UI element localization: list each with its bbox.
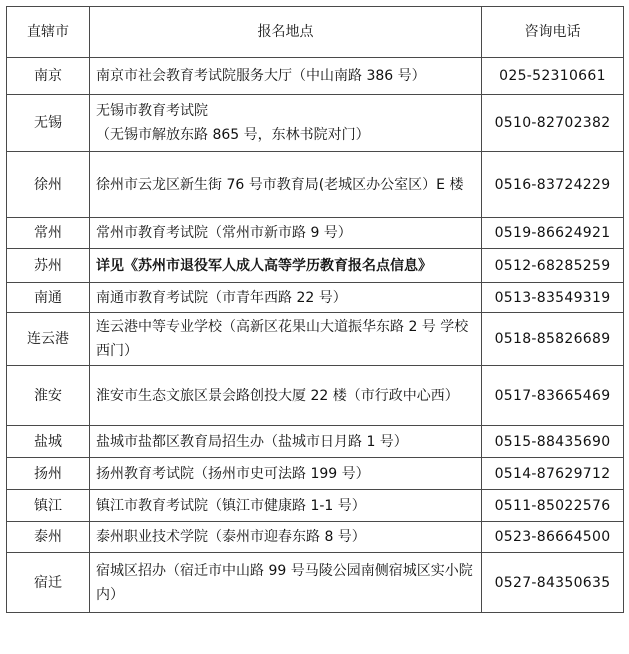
location-cell: 镇江市教育考试院（镇江市健康路 1-1 号） [90, 490, 482, 522]
phone-cell: 0519-86624921 [482, 218, 624, 249]
registration-sites-table [6, 6, 624, 613]
city-cell: 盐城 [7, 426, 90, 458]
location-cell: 徐州市云龙区新生街 76 号市教育局(老城区办公室区）E 楼 [90, 152, 482, 218]
city-cell: 徐州 [7, 152, 90, 218]
location-cell [90, 95, 482, 152]
location-cell: 南通市教育考试院（市青年西路 22 号） [90, 283, 482, 313]
location-cell: 连云港中等专业学校（高新区花果山大道振华东路 2 号 学校西门） [90, 313, 482, 366]
city-cell: 宿迁 [7, 553, 90, 613]
location-cell: 扬州教育考试院（扬州市史可法路 199 号） [90, 458, 482, 490]
location-cell: 泰州职业技术学院（泰州市迎春东路 8 号） [90, 522, 482, 553]
phone-cell: 0511-85022576 [482, 490, 624, 522]
phone-cell: 0527-84350635 [482, 553, 624, 613]
table-row-nanjing [7, 58, 624, 95]
header-city: 直辖市 [7, 7, 90, 58]
city-cell: 南京 [7, 58, 90, 95]
table-row-lianyungang [7, 313, 624, 366]
phone-cell: 0510-82702382 [482, 95, 624, 152]
table-row-xuzhou [7, 152, 624, 218]
phone-cell: 025-52310661 [482, 58, 624, 95]
table-row-huaian [7, 366, 624, 426]
location-text: 无锡市教育考试院 （无锡市解放东路 865 号，东林书院对门） [96, 103, 370, 143]
table-row-zhenjiang [7, 490, 624, 522]
city-cell: 苏州 [7, 249, 90, 283]
table-header-row [7, 7, 624, 58]
location-cell: 宿城区招办（宿迁市中山路 99 号马陵公园南侧宿城区实小院内） [90, 553, 482, 613]
city-cell: 镇江 [7, 490, 90, 522]
location-cell: 常州市教育考试院（常州市新市路 9 号） [90, 218, 482, 249]
city-cell: 南通 [7, 283, 90, 313]
phone-cell: 0516-83724229 [482, 152, 624, 218]
city-cell: 泰州 [7, 522, 90, 553]
phone-cell: 0518-85826689 [482, 313, 624, 366]
phone-cell: 0515-88435690 [482, 426, 624, 458]
phone-cell: 0523-86664500 [482, 522, 624, 553]
table-row-yangzhou [7, 458, 624, 490]
city-cell: 无锡 [7, 95, 90, 152]
location-cell: 详见《苏州市退役军人成人高等学历教育报名点信息》 [90, 249, 482, 283]
table-row-changzhou [7, 218, 624, 249]
table-row-nantong [7, 283, 624, 313]
location-cell: 淮安市生态文旅区景会路创投大厦 22 楼（市行政中心西） [90, 366, 482, 426]
phone-cell: 0512-68285259 [482, 249, 624, 283]
table-row-taizhou [7, 522, 624, 553]
table-row-suqian [7, 553, 624, 613]
city-cell: 淮安 [7, 366, 90, 426]
phone-cell: 0513-83549319 [482, 283, 624, 313]
table-row-suzhou [7, 249, 624, 283]
location-cell: 盐城市盐都区教育局招生办（盐城市日月路 1 号） [90, 426, 482, 458]
table-row-wuxi [7, 95, 624, 152]
registration-table-container [6, 6, 624, 613]
header-location: 报名地点 [90, 7, 482, 58]
city-cell: 连云港 [7, 313, 90, 366]
city-cell: 扬州 [7, 458, 90, 490]
table-row-yancheng [7, 426, 624, 458]
phone-cell: 0514-87629712 [482, 458, 624, 490]
city-cell: 常州 [7, 218, 90, 249]
location-cell: 南京市社会教育考试院服务大厅（中山南路 386 号） [90, 58, 482, 95]
header-phone: 咨询电话 [482, 7, 624, 58]
phone-cell: 0517-83665469 [482, 366, 624, 426]
